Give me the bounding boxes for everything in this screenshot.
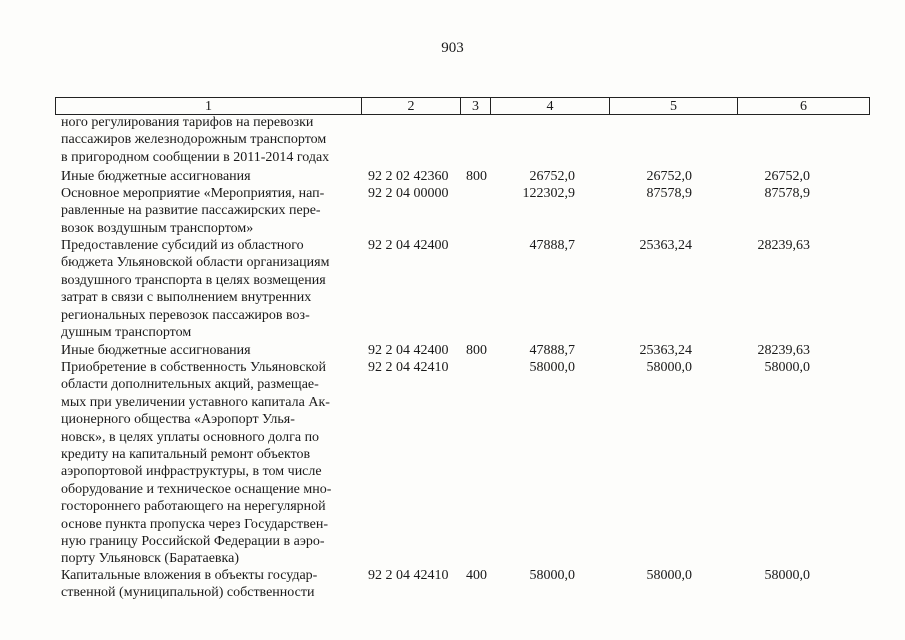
row-name — [61, 114, 358, 166]
row-value-6: 26752,0 — [764, 169, 810, 184]
row-vr: 800 — [466, 169, 487, 184]
table-header — [55, 97, 870, 115]
row-name-line: возок воздушным транспортом» — [61, 220, 254, 236]
row-value-5: 58000,0 — [646, 360, 692, 375]
row-name-line: воздушного транспорта в целях возмещения — [61, 272, 326, 288]
row-name-line: Капитальные вложения в объекты государ- — [61, 568, 318, 583]
row-name-line: Иные бюджетные ассигнования — [61, 169, 251, 184]
row-name-line: Основное мероприятие «Мероприятия, нап- — [61, 186, 325, 201]
row-value-6: 28239,63 — [757, 238, 810, 253]
row-name-line: душным транспортом — [61, 325, 192, 341]
row-code: 92 2 04 42410 — [368, 360, 449, 375]
row-name-line: региональных перевозок пассажиров воз- — [61, 307, 310, 323]
row-name — [61, 237, 358, 341]
row-value-6: 87578,9 — [764, 186, 810, 201]
row-name — [61, 185, 358, 237]
row-name-line: новск», в целях уплаты основного долга по — [61, 429, 320, 445]
row-code: 92 2 04 42400 — [368, 343, 449, 358]
header-col-5: 5 — [670, 99, 677, 114]
row-value-4: 58000,0 — [529, 360, 575, 375]
row-name — [61, 567, 358, 602]
row-value-6: 28239,63 — [757, 343, 810, 358]
row-value-6: 58000,0 — [764, 568, 810, 583]
header-col-3: 3 — [472, 99, 479, 114]
row-name-line: Иные бюджетные ассигнования — [61, 343, 251, 358]
row-code: 92 2 04 00000 — [368, 186, 449, 201]
row-value-5: 87578,9 — [646, 186, 692, 201]
row-name-line: равленные на развитие пассажирских пере- — [61, 203, 321, 219]
row-code: 92 2 04 42410 — [368, 568, 449, 583]
row-value-5: 25363,24 — [639, 343, 692, 358]
row-name-line: оборудование и техническое оснащение мно- — [61, 481, 332, 497]
row-name-line: мых при увеличении уставного капитала Ак- — [61, 394, 330, 410]
row-value-4: 58000,0 — [529, 568, 575, 583]
row-value-4: 47888,7 — [529, 238, 575, 253]
row-name-line: пассажиров железнодорожным транспортом — [61, 132, 327, 148]
page-number: 903 — [441, 40, 464, 56]
row-name-line: в пригородном сообщении в 2011-2014 годах — [61, 149, 330, 165]
row-name-line: кредиту на капитальный ремонт объектов — [61, 447, 311, 463]
row-value-4: 122302,9 — [522, 186, 575, 201]
row-name-line: порту Ульяновск (Баратаевка) — [61, 551, 239, 567]
row-value-6: 58000,0 — [764, 360, 810, 375]
row-name-line: ного регулирования тарифов на перевозки — [61, 115, 314, 130]
header-col-2: 2 — [407, 99, 415, 114]
row-name-line: Приобретение в собственность Ульяновской — [61, 360, 327, 375]
row-name-line: аэропортовой инфраструктуры, в том числе — [61, 464, 322, 480]
row-name-line: основе пункта пропуска через Государствен- — [61, 516, 328, 532]
row-vr: 400 — [466, 568, 487, 583]
row-name-line: ную границу Российской Федерации в аэро- — [61, 534, 325, 550]
row-code: 92 2 02 42360 — [368, 169, 449, 184]
row-value-4: 26752,0 — [529, 169, 575, 184]
header-col-1: 1 — [205, 99, 212, 114]
row-value-5: 25363,24 — [639, 238, 692, 253]
row-value-5: 58000,0 — [646, 568, 692, 583]
row-value-4: 47888,7 — [529, 343, 575, 358]
row-name — [61, 168, 358, 185]
row-code: 92 2 04 42400 — [368, 238, 449, 253]
row-name-line: затрат в связи с выполнением внутренних — [61, 290, 312, 306]
row-name-line: ционерного общества «Аэропорт Улья- — [61, 412, 295, 428]
row-vr: 800 — [466, 343, 487, 358]
row-value-5: 26752,0 — [646, 169, 692, 184]
row-name-line: гостороннего работающего на нерегулярной — [61, 499, 326, 515]
header-col-6: 6 — [800, 99, 807, 114]
row-name-line: ственной (муниципальной) собственности — [61, 585, 315, 601]
row-name-line: области дополнительных акций, размещае- — [61, 377, 319, 393]
row-name — [61, 342, 358, 359]
row-name-line: Предоставление субсидий из областного — [61, 238, 304, 253]
row-name-line: бюджета Ульяновской области организациям — [61, 255, 330, 271]
row-name — [61, 359, 358, 568]
header-col-4: 4 — [546, 99, 554, 114]
